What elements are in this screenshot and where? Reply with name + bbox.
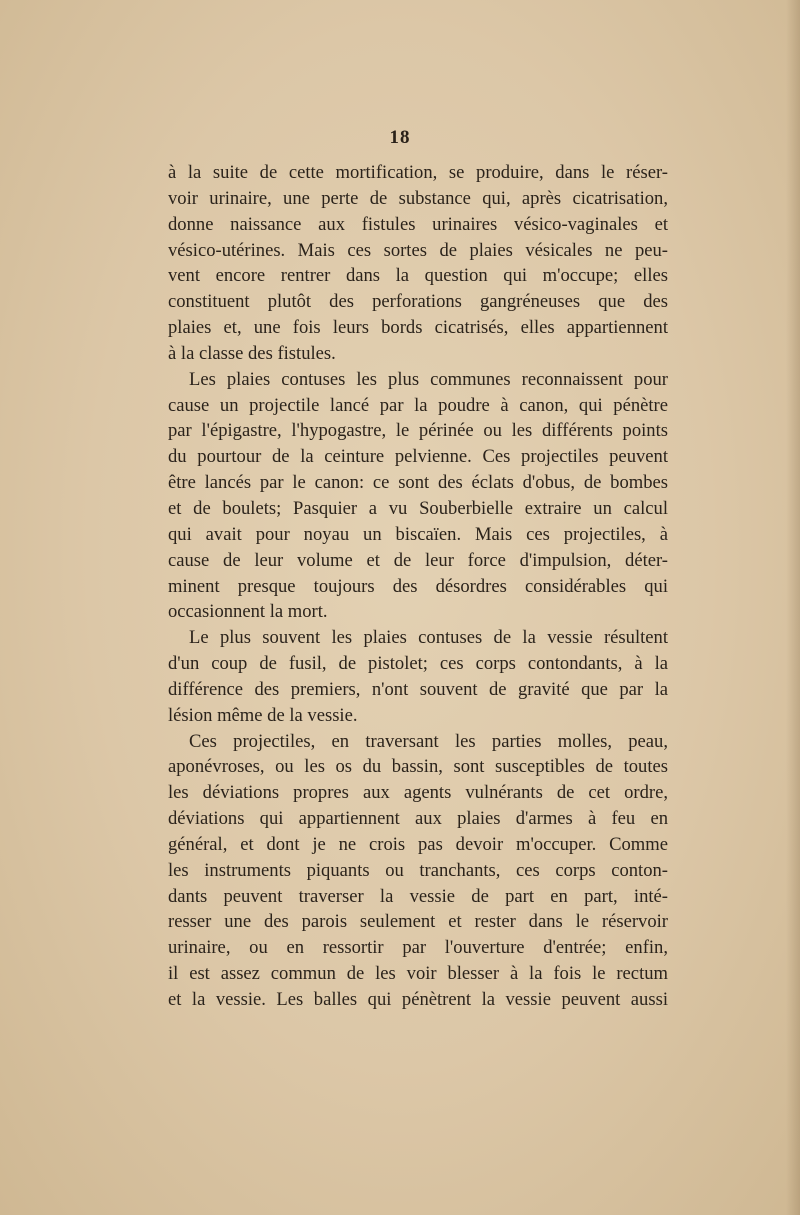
text-line: et la vessie. Les balles qui pénètrent la vessie peuvent aussi — [168, 989, 668, 1010]
text-line: d'un coup de fusil, de pistolet; ces corps contondants, à la — [168, 653, 668, 675]
text-line: déviations qui appartiennent aux plaies d'armes à feu en — [168, 808, 668, 830]
text-line: constituent plutôt des perforations gangréneuses que des — [168, 291, 668, 313]
text-line: minent presque toujours des désordres considérables qui — [168, 575, 668, 597]
text-line: les déviations propres aux agents vulnérants de cet ordre, — [168, 782, 668, 804]
text-line: Les plaies contuses les plus communes reconnaissent pour — [189, 368, 668, 390]
text-line: du pourtour de la ceinture pelvienne. Ces projectiles peuvent — [168, 446, 668, 468]
text-line: resser une des parois seulement et rester dans le réservoir — [168, 911, 668, 933]
text-line: donne naissance aux fistules urinaires vésico-vaginales et — [168, 213, 668, 235]
text-line: par l'épigastre, l'hypogastre, le périnée ou les différents points — [168, 420, 668, 442]
text-line: qui avait pour noyau un biscaïen. Mais ces projectiles, à — [168, 523, 668, 545]
text-line: il est assez commun de les voir blesser à la fois le rectum — [168, 963, 668, 985]
text-line: aponévroses, ou les os du bassin, sont susceptibles de toutes — [168, 756, 668, 778]
text-line: voir urinaire, une perte de substance qui, après cicatrisation, — [168, 187, 668, 209]
text-line: général, et dont je ne crois pas devoir m'occuper. Comme — [168, 833, 668, 855]
text-line: vésico-utérines. Mais ces sortes de plaies vésicales ne peu- — [168, 239, 668, 261]
paragraph-1 — [168, 160, 668, 367]
page-edge-shadow — [786, 0, 800, 1215]
text-line: à la classe des fistules. — [168, 342, 336, 364]
text-line: plaies et, une fois leurs bords cicatrisés, elles appartiennent — [168, 317, 668, 339]
text-line: lésion même de la vessie. — [168, 704, 358, 726]
text-line: et de boulets; Pasquier a vu Souberbielle extraire un calcul — [168, 497, 668, 519]
paragraph-3 — [168, 625, 668, 728]
text-line: différence des premiers, n'ont souvent de gravité que par la — [168, 678, 668, 700]
paragraph-4 — [168, 729, 668, 1013]
text-line: être lancés par le canon: ce sont des éclats d'obus, de bombes — [168, 472, 668, 494]
text-line: occasionnent la mort. — [168, 601, 328, 623]
text-line: dants peuvent traverser la vessie de part en part, inté- — [168, 885, 668, 907]
text-line: urinaire, ou en ressortir par l'ouverture d'entrée; enfin, — [168, 937, 668, 959]
text-line: à la suite de cette mortification, se produire, dans le réser- — [168, 162, 668, 183]
text-line: vent encore rentrer dans la question qui m'occupe; elles — [168, 265, 668, 287]
text-line: Ces projectiles, en traversant les parties molles, peau, — [189, 730, 668, 752]
text-line: cause un projectile lancé par la poudre à canon, qui pénètre — [168, 394, 668, 416]
text-line: les instruments piquants ou tranchants, ces corps conton- — [168, 859, 668, 881]
body-text — [168, 160, 668, 1013]
text-line: cause de leur volume et de leur force d'impulsion, déter- — [168, 549, 668, 571]
text-line: Le plus souvent les plaies contuses de la vessie résultent — [189, 627, 668, 649]
paragraph-2 — [168, 367, 668, 625]
page-number: 18 — [389, 127, 411, 148]
